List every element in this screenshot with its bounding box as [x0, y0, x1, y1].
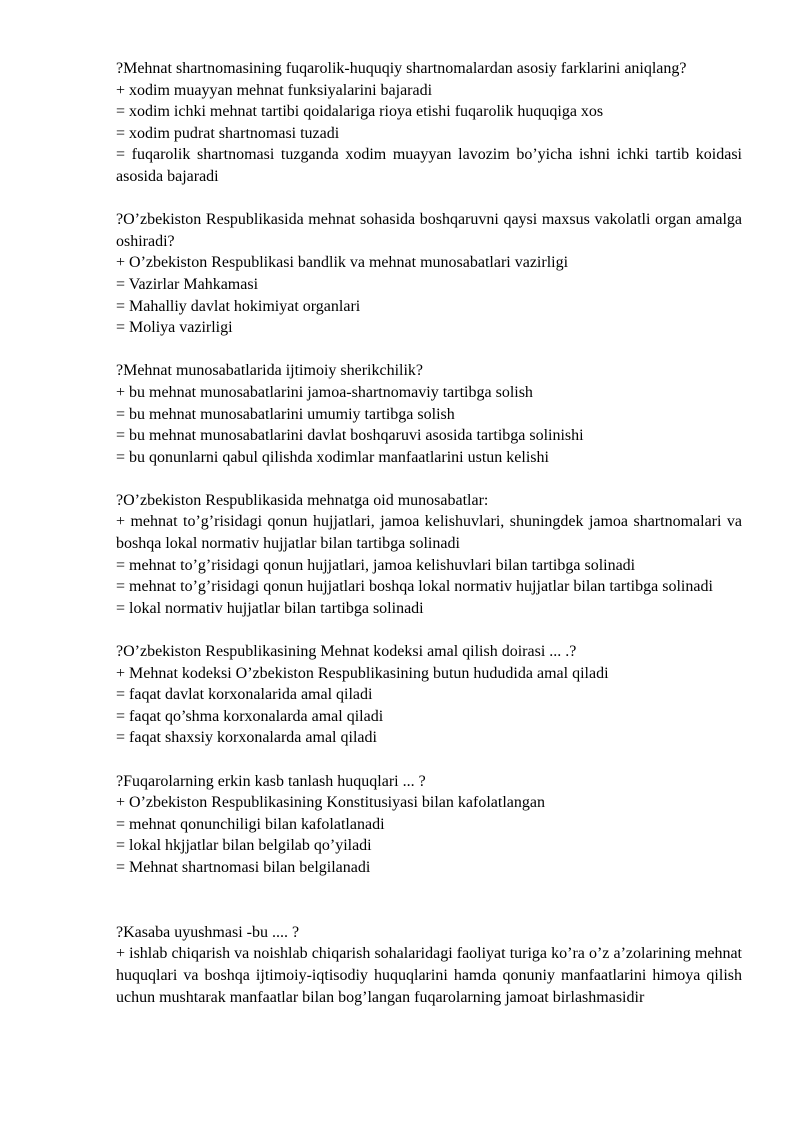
answer-option: + ishlab chiqarish va noishlab chiqarish sohalaridagi faoliyat turiga ko’ra o’z a’zolarining mehnat huquqlari va boshqa ijtimoiy-iqtisodiy huquqlarini hamda qonuniy manfaatlarini himoya qilish uchun mushtarak manfaatlar bilan bog’langan fuqarolarning jamoat birlashmasidir	[116, 945, 742, 1006]
answer-option: + O’zbekiston Respublikasi bandlik va mehnat munosabatlari vazirligi	[116, 254, 569, 272]
question-block	[116, 490, 742, 620]
answer-option: = lokal normativ hujjatlar bilan tartibga solinadi	[116, 599, 424, 617]
answer-option: = faqat davlat korxonalarida amal qiladi	[116, 686, 373, 704]
question-block	[116, 922, 742, 1008]
answer-option: = faqat qo’shma korxonalarda amal qiladi	[116, 707, 384, 725]
answer-option: = fuqarolik shartnomasi tuzganda xodim muayyan lavozim bo’yicha ishni ichki tartib koidasi asosida bajaradi	[116, 146, 742, 185]
question-text: ?Mehnat munosabatlarida ijtimoiy sherikchilik?	[116, 362, 424, 380]
answer-option: = mehnat to’g’risidagi qonun hujjatlari, jamoa kelishuvlari bilan tartibga solinadi	[116, 556, 636, 574]
question-block	[116, 641, 742, 749]
question-text: ?O’zbekiston Respublikasida mehnatga oid munosabatlar:	[116, 491, 489, 509]
question-block	[116, 360, 742, 468]
answer-option: = bu qonunlarni qabul qilishda xodimlar manfaatlarini ustun kelishi	[116, 448, 549, 466]
question-text: ?O’zbekiston Respublikasining Mehnat kodeksi amal qilish doirasi ... .?	[116, 643, 577, 661]
answer-option: = Mahalliy davlat hokimiyat organlari	[116, 297, 361, 315]
answer-option: + bu mehnat munosabatlarini jamoa-shartnomaviy tartibga solish	[116, 383, 533, 401]
answer-option: = xodim pudrat shartnomasi tuzadi	[116, 124, 340, 142]
question-text: ?O’zbekiston Respublikasida mehnat sohasida boshqaruvni qaysi maxsus vakolatli organ amalga oshiradi?	[116, 211, 742, 250]
question-text: ?Kasaba uyushmasi -bu .... ?	[116, 923, 300, 941]
answer-option: = Mehnat shartnomasi bilan belgilanadi	[116, 858, 371, 876]
question-block	[116, 209, 742, 339]
question-block	[116, 58, 742, 188]
document-page	[116, 58, 742, 1030]
question-block	[116, 771, 742, 879]
answer-option: = bu mehnat munosabatlarini davlat boshqaruvi asosida tartibga solinishi	[116, 427, 584, 445]
answer-option: = Vazirlar Mahkamasi	[116, 275, 259, 293]
answer-option: = bu mehnat munosabatlarini umumiy tartibga solish	[116, 405, 455, 423]
answer-option: = xodim ichki mehnat tartibi qoidalariga rioya etishi fuqarolik huquqiga xos	[116, 103, 604, 121]
answer-option: = mehnat to’g’risidagi qonun hujjatlari boshqa lokal normativ hujjatlar bilan tartibga solinadi	[116, 578, 713, 596]
question-text: ?Mehnat shartnomasining fuqarolik-huquqiy shartnomalardan asosiy farklarini aniqlang?	[116, 60, 687, 77]
answer-option: = Moliya vazirligi	[116, 319, 233, 337]
answer-option: = lokal hkjjatlar bilan belgilab qo’yiladi	[116, 837, 372, 855]
answer-option: = faqat shaxsiy korxonalarda amal qiladi	[116, 729, 377, 747]
answer-option: + xodim muayyan mehnat funksiyalarini bajaradi	[116, 81, 433, 99]
answer-option: + mehnat to’g’risidagi qonun hujjatlari, jamoa kelishuvlari, shuningdek jamoa shartnomalari va boshqa lokal normativ hujjatlar bilan tartibga solinadi	[116, 513, 742, 553]
question-text: ?Fuqarolarning erkin kasb tanlash huquqlari ... ?	[116, 772, 426, 790]
answer-option: + Mehnat kodeksi O’zbekiston Respublikasining butun hududida amal qiladi	[116, 664, 609, 682]
answer-option: = mehnat qonunchiligi bilan kafolatlanadi	[116, 815, 385, 833]
answer-option: + O’zbekiston Respublikasining Konstitusiyasi bilan kafolatlangan	[116, 794, 545, 812]
